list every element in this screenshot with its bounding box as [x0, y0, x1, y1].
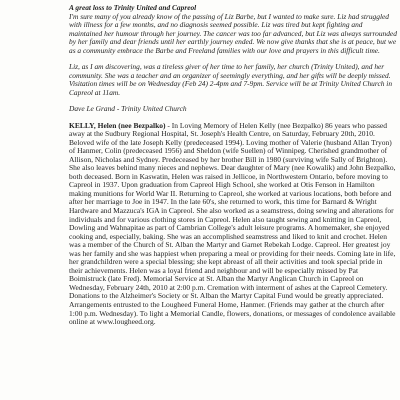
- tribute-first-block: [69, 4, 397, 55]
- obituary-name: KELLY, Helen (nee Bezpalko): [69, 120, 166, 130]
- tribute-paragraph-2: Liz, as I am discovering, was a tireless giver of her time to her family, her church (Trinity United), and her community. She was a teacher and an organizer of seemingly everything, and her gifts will be deeply missed. Visitation times will be on Wednesday (Feb 24) 2-4pm and 7-9pm. Service will be at Trinity United Church in Capreol at 11am.: [69, 62, 393, 97]
- text-column: [69, 4, 397, 327]
- obituary: [69, 122, 397, 327]
- tribute-section: [69, 4, 397, 114]
- tribute-title: A great loss to Trinity United and Capreol: [69, 3, 197, 12]
- obituary-body: - In Loving Memory of Helen Kelly (nee Bezpalko) 86 years who passed away at the Sudbury Regional Hospital, St. Joseph's Health Centre, on Saturday, February 20th, 2010. Beloved wife of the late Joseph Kelly (predeceased 1994). Loving mother of Valerie (husband Allan Tryon) of Hanmer, Colin (predeceased 1956) and Sheldon (wife Suellen) of Winnipeg. Cherished grandmother of Allison, Nicholas and Sydney. Predeceased by her brother Bill in 1980 (surviving wife Sally of Brighton). She also leaves behind many nieces and nephews. Dear daughter of Mary (nee Kowalik) and John Bezpalko, both deceased. Born in Kaswatin, Helen was raised in Jellicoe, in Northwestern Ontario, before moving to Capreol in 1937. Upon graduation from Capreol High School, she worked at Otis Fenson in Hamilton making munitions for World War II. Returning to Capreol, she worked at various locations, both before and after her marriage to Joe in 1947. In the late 60's, she returned to work, this time for Barnard & Wright Hardware and Mazzuca's IGA in Capreol. She also worked as a seamstress, doing sewing and alterations for individuals and for various clothing stores in Capreol. Helen also taught sewing and knitting in Capreol, Dowling and Wahnapitae as part of Cambrian College's adult leisure programs. A homemaker, she enjoyed cooking and, especially, baking. She was an accomplished seamstress and liked to knit and crochet. Helen was a member of the Church of St. Alban the Martyr and Garnet Rebekah Lodge. Capreol. Her greatest joy was her family and she was happiest when preparing a meal or providing for their needs. Coming late in life, her grandchildren were a special blessing; she kept abreast of all their activities and took special pride in their achievements. Helen was a loyal friend and neighbour and will be especially missed by Pat Boimistruck (late Fred). Memorial Service at St. Alban the Martyr Anglican Church in Capreol on Wednesday, February 24th, 2010 at 2:00 p.m. Cremation with interment of ashes at the Capreol Cemetery. Donations to the Alzheimer's Society or St. Alban the Martyr Capital Fund would be greatly appreciated. Arrangements entrusted to the Lougheed Funeral Home, Hanmer. (Friends may gather at the church after 1:00 p.m. Wednesday). To light a Memorial Candle, flowers, donations, or messages of condolence available online at www.lougheed.org.: [69, 120, 396, 327]
- tribute-paragraph-1: I'm sure many of you already know of the passing of Liz Barbe, but I wanted to make sure. Liz had struggled with illness for a few months, and no diagnosis seemed possible. Liz was tired but kept fighting and maintained her humour through her journey. The cancer was too far advanced, but Liz was always surrounded by her family and dear friends until her earthly journey ended. We now give thanks that she is at peace, but we as a community embrace the Barbe and Freeland families with our love and prayers in this difficult time.: [69, 11, 397, 55]
- tribute-signature: Dave Le Grand - Trinity United Church: [69, 104, 187, 113]
